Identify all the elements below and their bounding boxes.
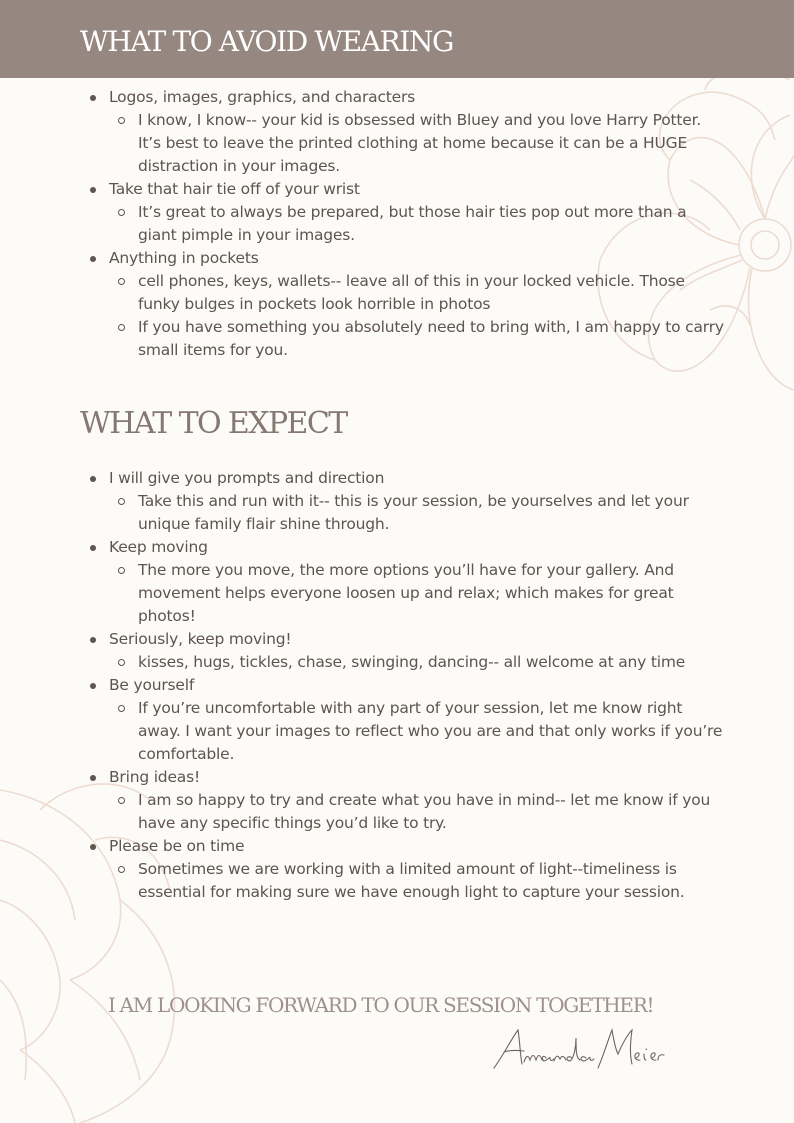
list-item: I will give you prompts and direction Take this and run with it-- this is your session, be yourselves and let your unique family flair shine through. — [86, 467, 726, 536]
sub-list-item: cell phones, keys, wallets-- leave all of this in your locked vehicle. Those funky bulges in pockets look horrible in photos — [109, 270, 726, 316]
sub-list-item: The more you move, the more options you’ll have for your gallery. And movement helps everyone loosen up and relax; which makes for great photos! — [109, 559, 726, 628]
sub-list-item: If you’re uncomfortable with any part of your session, let me know right away. I want your images to reflect who you are and that only works if you’re comfortable. — [109, 697, 726, 766]
list-item: Please be on time Sometimes we are working with a limited amount of light--timeliness is essential for making sure we have enough light to capture your session. — [86, 835, 726, 904]
list-item: Logos, images, graphics, and characters I know, I know-- your kid is obsessed with Bluey and you love Harry Potter. It’s best to leave the printed clothing at home because it can be a HUGE distraction in your images. — [86, 86, 726, 178]
page-title: WHAT TO AVOID WEARING — [80, 25, 453, 58]
sub-list-item: I know, I know-- your kid is obsessed with Bluey and you love Harry Potter. It’s best to leave the printed clothing at home because it can be a HUGE distraction in your images. — [109, 109, 726, 178]
list-item: Keep moving The more you move, the more options you’ll have for your gallery. And movement helps everyone loosen up and relax; which makes for great photos! — [86, 536, 726, 628]
list-item: Seriously, keep moving! kisses, hugs, tickles, chase, swinging, dancing-- all welcome at any time — [86, 628, 726, 674]
list-item: Take that hair tie off of your wrist It’s great to always be prepared, but those hair ties pop out more than a giant pimple in your images. — [86, 178, 726, 247]
header-bar — [0, 0, 794, 78]
list-item: Anything in pockets cell phones, keys, wallets-- leave all of this in your locked vehicle. Those funky bulges in pockets look horrible in photos If you have something you absolutely need to bring with, I am happy to carry small items for you. — [86, 247, 726, 362]
sub-list-item: kisses, hugs, tickles, chase, swinging, dancing-- all welcome at any time — [109, 651, 726, 674]
sub-list-item: Take this and run with it-- this is your session, be yourselves and let your unique family flair shine through. — [109, 490, 726, 536]
what-to-expect-list — [86, 467, 726, 904]
signature — [490, 1024, 665, 1074]
closing-message: I AM LOOKING FORWARD TO OUR SESSION TOGETHER! — [108, 993, 654, 1017]
sub-list-item: If you have something you absolutely need to bring with, I am happy to carry small items for you. — [109, 316, 726, 362]
sub-list-item: Sometimes we are working with a limited amount of light--timeliness is essential for making sure we have enough light to capture your session. — [109, 858, 726, 904]
sub-list-item: It’s great to always be prepared, but those hair ties pop out more than a giant pimple in your images. — [109, 201, 726, 247]
list-item: Be yourself If you’re uncomfortable with any part of your session, let me know right away. I want your images to reflect who you are and that only works if you’re comfortable. — [86, 674, 726, 766]
avoid-wearing-list — [86, 86, 726, 362]
section-title-what-to-expect: WHAT TO EXPECT — [80, 406, 347, 441]
list-item: Bring ideas! I am so happy to try and create what you have in mind-- let me know if you have any specific things you’d like to try. — [86, 766, 726, 835]
sub-list-item: I am so happy to try and create what you have in mind-- let me know if you have any specific things you’d like to try. — [109, 789, 726, 835]
